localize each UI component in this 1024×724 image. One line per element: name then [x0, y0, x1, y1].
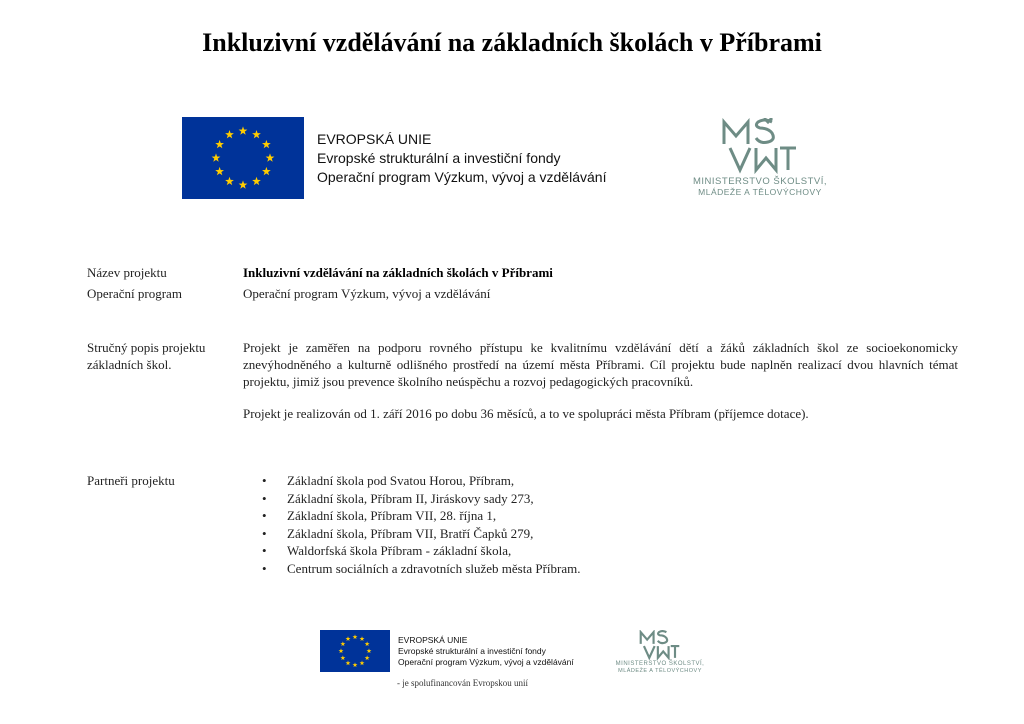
program-label: Operační program: [87, 286, 182, 301]
eu-logo-text: [317, 130, 606, 187]
description-paragraph-2: Projekt je realizován od 1. září 2016 po dobu 36 měsíců, a to ve spolupráci města Příbram (příjemce dotace).: [243, 406, 809, 421]
msmt-logo: [680, 118, 840, 198]
footer-eu-flag-icon: [320, 630, 390, 672]
msmt-line2: MLÁDEŽE A TĚLOVÝCHOVY: [698, 187, 822, 197]
project-name-value: Inkluzivní vzdělávání na základních školách v Příbrami: [243, 265, 553, 280]
footer-msmt-line2: MLÁDEŽE A TĚLOVÝCHOVY: [618, 668, 702, 674]
eu-flag-icon: [182, 117, 304, 199]
document-title: Inkluzivní vzdělávání na základních školách v Příbrami: [202, 28, 822, 57]
cofinancing-note: - je spolufinancován Evropskou unií: [397, 678, 528, 688]
partners-label: Partneři projektu: [87, 473, 175, 488]
list-item: • Základní škola, Příbram VII, Bratří Čapků 279,: [262, 525, 581, 543]
footer-msmt-logo: [612, 630, 708, 675]
footer-eu-funds: Evropské strukturální a investiční fondy: [398, 645, 546, 656]
list-item: • Základní škola, Příbram II, Jiráskovy sady 273,: [262, 490, 581, 508]
project-name-label: Název projektu: [87, 265, 167, 280]
description-paragraph-1: Projekt je zaměřen na podporu rovného přístupu ke kvalitnímu vzdělávání dětí a žáků základních škol ze socioekonomicky znevýhodněného a kulturně odlišného prostředí na území města Příbrami. Cíl projektu bude naplněn realizací dvou hlavních témat projektu, jimiž jsou prevence školního neúspěchu a rozvoj pedagogických pracovníků.: [243, 340, 958, 389]
footer-msmt-monogram-icon: [638, 630, 682, 660]
eu-program: Operační program Výzkum, vývoj a vzdělávání: [317, 168, 607, 185]
eu-title: EVROPSKÁ UNIE: [317, 130, 432, 147]
program-value: Operační program Výzkum, vývoj a vzdělávání: [243, 286, 491, 301]
footer-eu-logo-text: [398, 635, 574, 668]
footer-eu-logo: [320, 630, 574, 672]
list-item: • Waldorfská škola Příbram - základní škola,: [262, 542, 581, 560]
list-item: • Základní škola pod Svatou Horou, Příbram,: [262, 472, 581, 490]
partners-list: [262, 472, 581, 577]
footer-msmt-line1: MINISTERSTVO ŠKOLSTVÍ,: [615, 661, 705, 667]
footer-eu-program: Operační program Výzkum, vývoj a vzdělávání: [398, 656, 574, 667]
eu-logo: [182, 117, 606, 199]
eu-funds: Evropské strukturální a investiční fondy: [317, 149, 561, 166]
msmt-monogram-icon: [720, 118, 800, 174]
list-item: • Centrum sociálních a zdravotních služeb města Příbram.: [262, 560, 581, 578]
footer-eu-title: EVROPSKÁ UNIE: [398, 634, 468, 645]
description-label-line2: základních škol.: [87, 357, 172, 372]
msmt-line1: MINISTERSTVO ŠKOLSTVÍ,: [693, 176, 827, 187]
list-item: • Základní škola, Příbram VII, 28. října 1,: [262, 507, 581, 525]
description-label: [87, 339, 205, 373]
description-label-line1: Stručný popis projektu: [87, 340, 206, 355]
